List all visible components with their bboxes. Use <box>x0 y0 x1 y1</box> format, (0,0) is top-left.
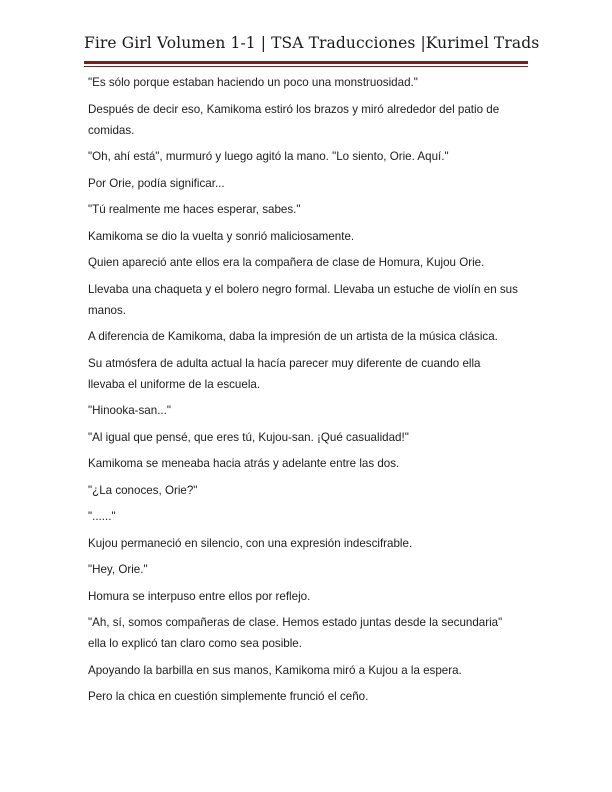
paragraph: "Al igual que pensé, que eres tú, Kujou-san. ¡Qué casualidad!" <box>88 430 409 444</box>
paragraph: "Ah, sí, somos compañeras de clase. Hemos estado juntas desde la secundaria" ella lo explicó tan claro como sea posible. <box>88 616 503 650</box>
header-rule-thick <box>84 61 528 64</box>
paragraph: "Oh, ahí está", murmuró y luego agitó la mano. "Lo siento, Orie. Aquí." <box>88 150 449 163</box>
paragraph: Apoyando la barbilla en sus manos, Kamikoma miró a Kujou a la espera. <box>88 663 462 677</box>
page-header-title: Fire Girl Volumen 1-1 | TSA Traducciones |Kurimel Trads <box>84 34 540 52</box>
paragraph: Su atmósfera de adulta actual la hacía parecer muy diferente de cuando ella llevaba el uniforme de la escuela. <box>88 356 481 391</box>
paragraph: "Tú realmente me haces esperar, sabes." <box>88 203 301 216</box>
paragraph: Kujou permaneció en silencio, con una expresión indescifrable. <box>88 536 413 550</box>
header-rule-thin <box>84 66 528 67</box>
paragraph: Llevaba una chaqueta y el bolero negro formal. Llevaba un estuche de violín en sus manos. <box>88 282 518 317</box>
paragraph: A diferencia de Kamikoma, daba la impresión de un artista de la música clásica. <box>88 330 498 343</box>
paragraph: Kamikoma se meneaba hacia atrás y adelante entre las dos. <box>88 457 400 470</box>
paragraph: "Hey, Orie." <box>88 563 148 576</box>
paragraph: Pero la chica en cuestión simplemente frunció el ceño. <box>88 690 369 703</box>
paragraph: "Es sólo porque estaban haciendo un poco una monstruosidad." <box>88 76 418 89</box>
paragraph: "¿La conoces, Orie?" <box>88 483 198 497</box>
paragraph: Por Orie, podía significar... <box>88 176 225 190</box>
paragraph: Después de decir eso, Kamikoma estiró los brazos y miró alrededor del patio de comidas. <box>88 102 500 137</box>
paragraph: Homura se interpuso entre ellos por reflejo. <box>88 589 311 603</box>
paragraph: "......" <box>88 510 116 523</box>
body-text <box>88 72 520 713</box>
paragraph: "Hinooka-san..." <box>88 404 171 417</box>
paragraph: Kamikoma se dio la vuelta y sonrió maliciosamente. <box>88 229 355 243</box>
paragraph: Quien apareció ante ellos era la compañera de clase de Homura, Kujou Orie. <box>88 256 485 269</box>
